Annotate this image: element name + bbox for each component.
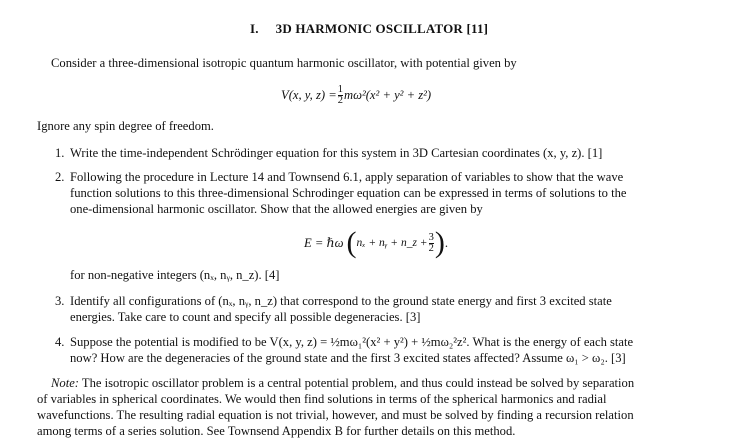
potential-rhs: mω²(x² + y² + z²) — [343, 87, 432, 102]
section-title: 3D HARMONIC OSCILLATOR — [275, 21, 464, 36]
energy-equation — [304, 226, 448, 260]
item-line: Identify all configurations of (nₓ, nᵧ, n_z) that correspond to the ground state energy and first 3 excited state — [70, 294, 612, 308]
energy-frac-den: 2 — [428, 242, 434, 254]
item-line: function solutions to this three-dimensional Schrodinger equation can be expressed in terms of solutions to the — [70, 186, 627, 200]
item-number: 2. — [55, 170, 65, 184]
section-points: [11] — [466, 21, 489, 36]
spin-note: Ignore any spin degree of freedom. — [37, 119, 214, 133]
note-line-3: wavefunctions. The resulting radial equation is not trivial, however, and must be solved by finding a recursion relation — [37, 408, 634, 422]
intro-paragraph: Consider a three-dimensional isotropic quantum harmonic oscillator, with potential given by — [51, 56, 517, 70]
energy-frac-num: 3 — [428, 231, 434, 243]
energy-inner: nₓ + nᵧ + n_z + — [356, 236, 428, 249]
item-number: 1. — [55, 146, 65, 160]
item-line: Write the time-independent Schrödinger equation for this system in 3D Cartesian coordinates (x, y, z). [1] — [70, 146, 603, 160]
note-line-2: of variables in spherical coordinates. We would then find solutions in terms of the spherical harmonics and radial — [37, 392, 607, 406]
potential-frac-num: 1 — [337, 83, 343, 95]
note-text: The isotropic oscillator problem is a central potential problem, and thus could instead be solved by separation — [78, 376, 635, 390]
potential-frac-den: 2 — [337, 94, 343, 106]
right-paren: ) — [434, 226, 445, 259]
item-line: one-dimensional harmonic oscillator. Show that the allowed energies are given by — [70, 202, 483, 216]
item-line: energies. Take care to count and specify all possible degeneracies. [3] — [70, 310, 421, 324]
note-label: Note: — [51, 376, 79, 390]
item-line: Following the procedure in Lecture 14 and Townsend 6.1, apply separation of variables to show that the wave — [70, 170, 624, 184]
section-heading — [250, 21, 488, 36]
item-number: 3. — [55, 294, 65, 308]
left-paren: ( — [346, 226, 357, 259]
item-number: 4. — [55, 335, 65, 349]
energy-fraction — [429, 233, 434, 254]
energy-lhs: E = ℏω — [304, 235, 344, 250]
section-number: I. — [250, 21, 259, 36]
energy-tail: . — [444, 235, 448, 250]
potential-fraction — [338, 85, 343, 106]
item-after-text: for non-negative integers (nₓ, nᵧ, n_z). [4] — [70, 268, 280, 282]
potential-equation — [281, 80, 431, 110]
item-line: Suppose the potential is modified to be V(x, y, z) = ½mω₁²(x² + y²) + ½mω₂²z². What is the energy of each state — [70, 335, 634, 349]
potential-lhs: V(x, y, z) = — [281, 87, 337, 102]
note-line-4: among terms of a series solution. See Townsend Appendix B for further details on this method. — [37, 424, 516, 438]
item-line: now? How are the degeneracies of the ground state and the first 3 excited states affected? Assume ω₁ > ω₂. [3] — [70, 351, 626, 365]
note-line-1 — [51, 376, 634, 391]
